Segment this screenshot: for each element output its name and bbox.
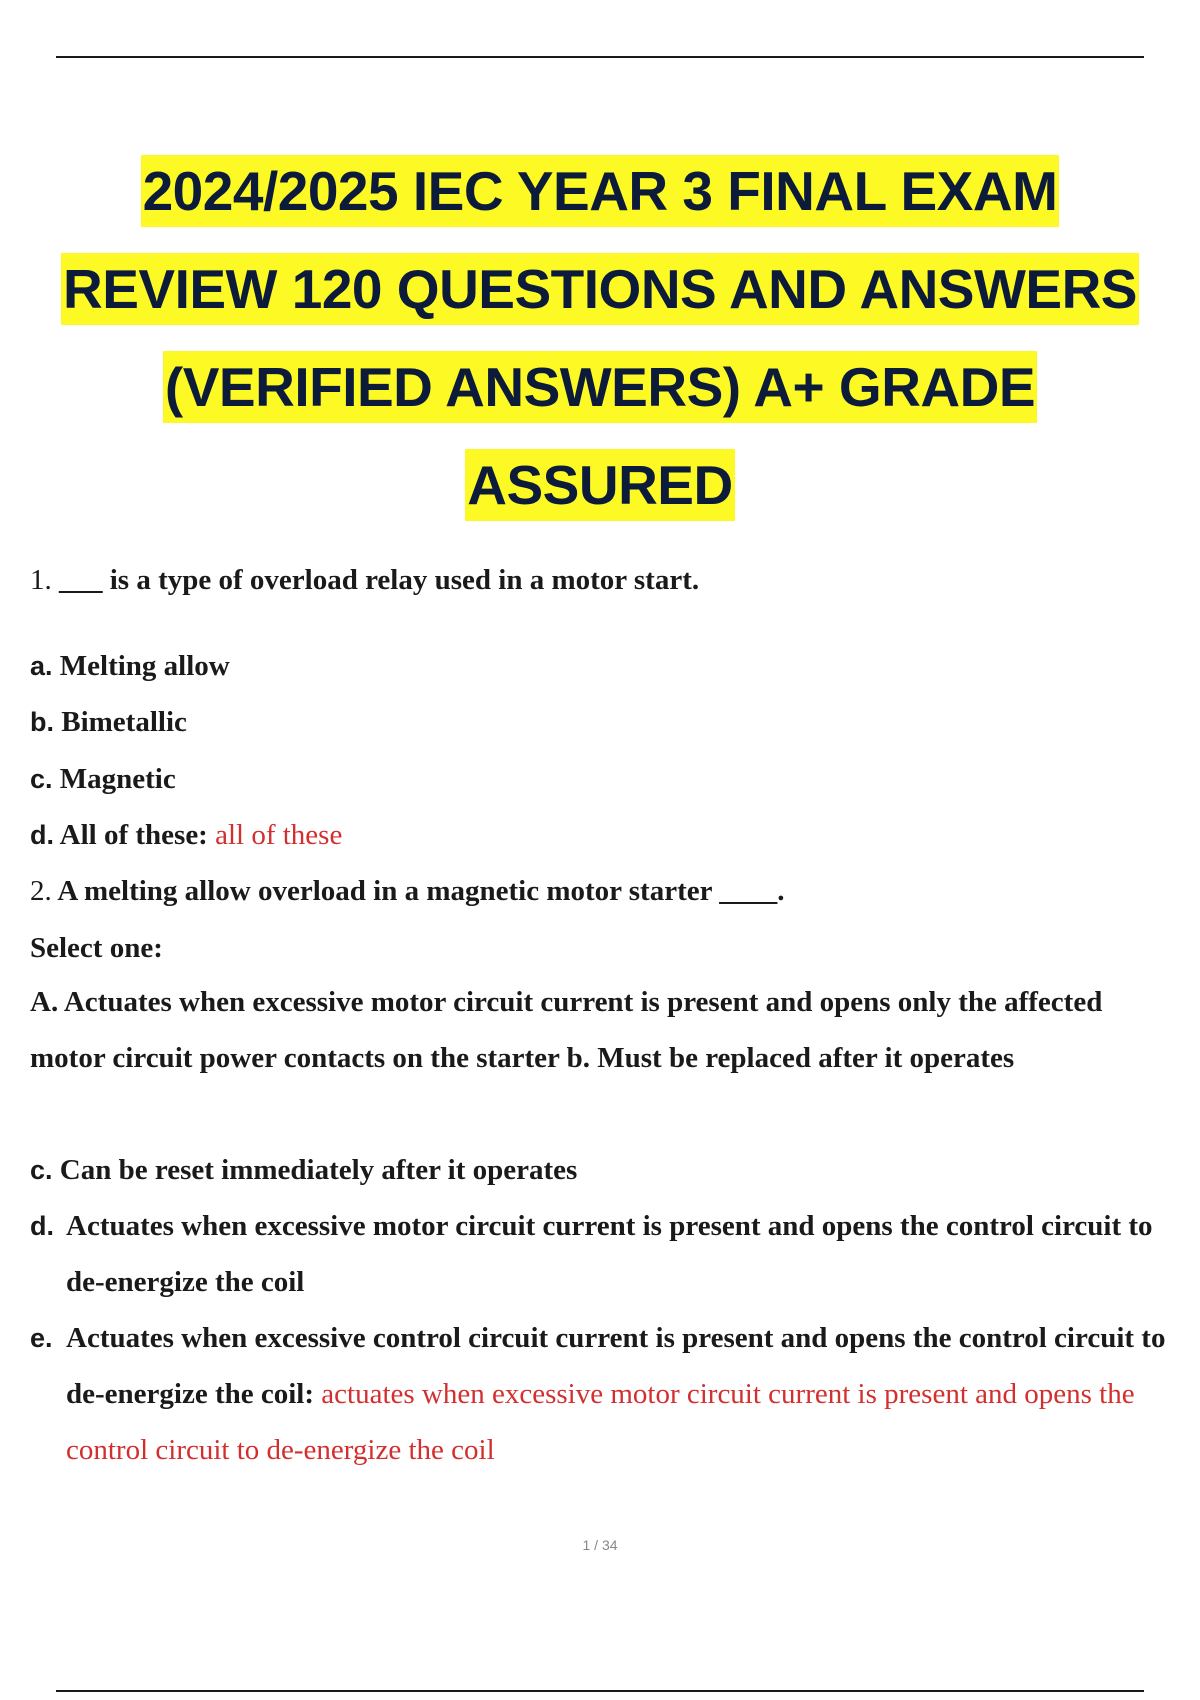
title-line-2: REVIEW 120 QUESTIONS AND ANSWERS — [61, 253, 1139, 325]
page-indicator: 1 / 34 — [582, 1537, 618, 1553]
q2-answer: actuates when excessive motor circuit current is present and opens the control circuit to de-energize the coil — [66, 1378, 1135, 1466]
top-divider — [56, 56, 1144, 58]
title-line-1: 2024/2025 IEC YEAR 3 FINAL EXAM — [141, 155, 1060, 227]
option-text-with-answer — [30, 1310, 1175, 1478]
q2-option-d — [30, 1198, 1175, 1310]
page-title — [0, 142, 1200, 534]
option-text: All of these: — [59, 819, 208, 851]
q1-option-b — [30, 706, 187, 739]
question-text: ___ is a type of overload relay used in a motor start. — [59, 564, 700, 596]
q1-option-c — [30, 763, 176, 796]
question-number: 2. — [30, 875, 52, 907]
option-letter: d. — [30, 1211, 54, 1241]
question-number: 1. — [30, 564, 52, 596]
q1-option-d — [30, 819, 342, 852]
option-letter: a. — [30, 651, 53, 681]
title-line-3: (VERIFIED ANSWERS) A+ GRADE — [163, 351, 1037, 423]
option-letter: c. — [30, 764, 53, 794]
option-text: Magnetic — [59, 763, 176, 795]
q2-option-c — [30, 1142, 1175, 1198]
question-text: A melting allow overload in a magnetic motor starter ____. — [57, 875, 785, 907]
option-text: Actuates when excessive control circuit current is present and opens the control circuit to de-energize the coil: — [66, 1322, 1166, 1410]
q2-select-one: Select one: — [30, 932, 163, 964]
option-text: Melting allow — [59, 650, 230, 682]
q2-option-e — [30, 1310, 1175, 1478]
title-line-4: ASSURED — [465, 449, 734, 521]
option-text: Actuates when excessive motor circuit current is present and opens the control circuit to de-energize the coil — [66, 1210, 1153, 1298]
option-text: Can be reset immediately after it operates — [59, 1154, 578, 1186]
option-letter: c. — [30, 1155, 53, 1185]
q1-option-a — [30, 650, 230, 683]
option-letter: d. — [30, 820, 54, 850]
option-letter: e. — [30, 1323, 53, 1353]
q1-answer: all of these — [215, 819, 343, 851]
question-2 — [30, 875, 784, 908]
q2-option-a: A. Actuates when excessive motor circuit current is present and opens only the affected motor circuit power contacts on the starter b. Must be replaced after it operates — [30, 986, 1103, 1074]
bottom-divider — [56, 1690, 1144, 1692]
option-text: Bimetallic — [61, 706, 187, 738]
question-1 — [30, 564, 699, 597]
option-letter: b. — [30, 707, 54, 737]
